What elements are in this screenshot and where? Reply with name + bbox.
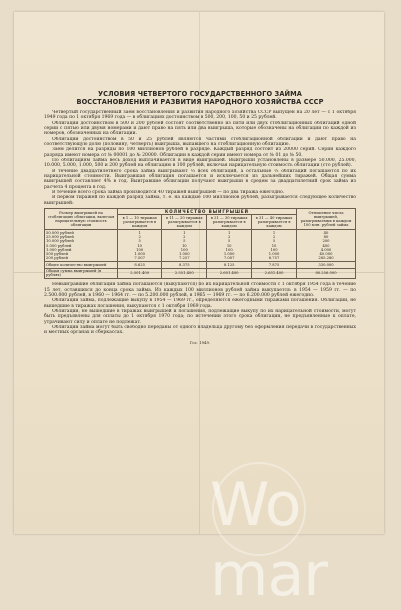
table-header-col: в 31 — 40 тиражах разыгрывается в каждом	[252, 215, 297, 230]
paragraph: В течение всего срока займа производится 40 тиражей выигрышей — по два тиража ежегодно.	[52, 189, 285, 195]
table-cell: 7.875	[252, 262, 297, 268]
table-header-col: в 11 — 20 тиражах разыгрывается в каждом	[162, 215, 207, 230]
paragraph: В первом тиражей по каждой разряд займа, т. е. на каждые 100 миллионов рублей, разыгрывается следующее количество выигрышей:	[44, 195, 356, 206]
table-cell: 40 80 200 400 4.000 40.000 285.280	[297, 230, 356, 262]
paragraph: Облигации займа, подлежащие выкупу в 1954 — 1969 гг., определяются ежегодными тиражами погашения. Облигации, не вышедшие в тиражах погашения, выкупаются с 1 октября 1969 года.	[44, 298, 356, 309]
paragraph: Облигации достоинством в 500 и 200 рублей состоят соответственно из пяти или двух стоблигационных облигаций одной серии с пятью или двумя номерами и дают право на пять или два выигрыша, которые обозначены на облигации по каждой из номеров, обозначенных на облигации.	[44, 120, 356, 137]
table-cell: 8.125	[207, 262, 252, 268]
table-row	[45, 268, 356, 279]
table-cell-labels: 50.000 рублей 25.000 рублей 10.000 рублей 5.000 рублей 1.000 рублей 500 рублей 200 рублей	[45, 230, 118, 262]
table-header-col: в 21 — 30 тиражах разыгрывается в каждом	[207, 215, 252, 230]
table-row	[45, 230, 356, 262]
paragraph: Облигации, не вышедшие в тиражах выигрышей и погашения, подлежащие выкупу по их нарицательной стоимости, могут быть предъявлены для оплаты до 1 октября 1970 года; по истечении этого срока облигации, не предъявленные к оплате, утрачивают силу и оплате не подлежат.	[44, 308, 356, 325]
paragraph: По облигациям займа весь доход выплачивается в виде выигрышей. Выигрыши установлены в размере 50.000, 25.000, 10.000, 5.000, 1.000, 500 и 200 рублей на облигацию в 100 рублей, включая нарицательную стоимость облигации (сто рублей).	[44, 157, 356, 169]
paragraph: Четвертый государственный заем восстановления и развития народного хозяйства СССР выпущен на 20 лет — с 1 октября 1949 года по 1 октября 1969 года — в облигациях достоинством в 500, 200, 100, 50 и 25 рублей.	[44, 109, 356, 121]
table-cell: 2.501.400	[118, 268, 162, 279]
table-header-group: КОЛИЧЕСТВО ВЫИГРЫШЕЙ	[118, 209, 297, 215]
paragraph: Невыигравшие облигации займа погашаются (выкупаются) по их нарицательной стоимости с 1 октября 1954 года в течение 15 лет, оставшихся до конца срока займа. Из каждых 100 миллионов рублей займа выкупается: в 1954 — 1959 гг. — по 2.500.000 рублей, в 1960 — 1964 гг. — по 5.200.000 рублей, в 1965 — 1969 гг. — по 6.200.000 рублей ежегодно.	[44, 282, 356, 298]
printer-mark: Гос. 1949.	[189, 339, 211, 345]
title-line-2: ВОССТАНОВЛЕНИЯ И РАЗВИТИЯ НАРОДНОГО ХОЗЯЙСТВА СССР	[76, 98, 324, 107]
table-cell: 80.256.000	[297, 268, 356, 279]
table-cell-label: Общее количество выигрышей	[45, 262, 118, 268]
table-cell: 1 2 5 10 100 1.000 6.757	[252, 230, 297, 262]
watermark-ring	[212, 462, 306, 556]
page-title	[44, 90, 356, 107]
title-line-1: УСЛОВИЯ ЧЕТВЕРТОГО ГОСУДАРСТВЕННОГО ЗАЙМА	[97, 90, 303, 98]
prize-table	[44, 208, 356, 279]
paragraph: В течение двадцатилетнего срока займа выигрывают ⅓ всех облигаций, а остальные ⅔ облигаций погашаются по их нарицательной стоимости. Выигравшая облигация погашается и исключается из дальнейших тиражей. Общая сумма выигрышей составляет 4% в год. Выигравшие облигации получают выигрыши в средем за двадцатилетний срок займа из расчета 4 процента в год.	[44, 168, 356, 190]
table-cell: 1 2 5 10 100 1.000 7.507	[118, 230, 162, 262]
table-cell: 8.625	[118, 262, 162, 268]
table-header-ratio: Отношение числа выигрышей, разыгрываемых в каждом 100 млн. рублей займа	[297, 209, 356, 230]
table-header-prize-size: Размер выигрышей на стоблигацию облигации, включая нарицательную стоимость облигации	[45, 209, 118, 230]
paragraph: Облигации займа могут быть свободно переданы от одного владельца другому без оформления передачи в государственных и местных органах и сберкассах.	[44, 324, 356, 336]
table-cell: 330.000	[297, 262, 356, 268]
paragraph: Облигации достоинством в 50 и 25 рублей являются частями стоблигационной облигации и дают право на соответствующую долю (половину, четверть) выигрыша, выпавшего на стоблигационную облигацию.	[44, 136, 356, 147]
paragraph: Заем делится на разряды по 100 миллионов рублей в разряде. Каждый разряд состоит из 20000 серий. Серии каждого разряда имеют номера от № 00001 до № 20000. Облигации в каждой серии имеют номера от № 01 до № 50.	[44, 147, 356, 158]
table-cell: 1 2 5 10 100 1.000 7.257	[162, 230, 207, 262]
table-cell: 2.601.400	[207, 268, 252, 279]
watermark-logo: Wo mar	[210, 470, 327, 610]
table-cell: 1 2 5 10 100 1.000 7.007	[207, 230, 252, 262]
table-cell: 2.551.400	[162, 268, 207, 279]
table-header-col: в 1 — 10 тиражах разыгрывается в каждом	[118, 215, 162, 230]
conditions-text	[44, 90, 356, 345]
table-cell-label: Общая сумма выигрышей (в рублях)	[45, 268, 118, 279]
table-cell: 8.375	[162, 262, 207, 268]
table-cell: 2.651.400	[252, 268, 297, 279]
bond-sheet	[14, 12, 384, 534]
